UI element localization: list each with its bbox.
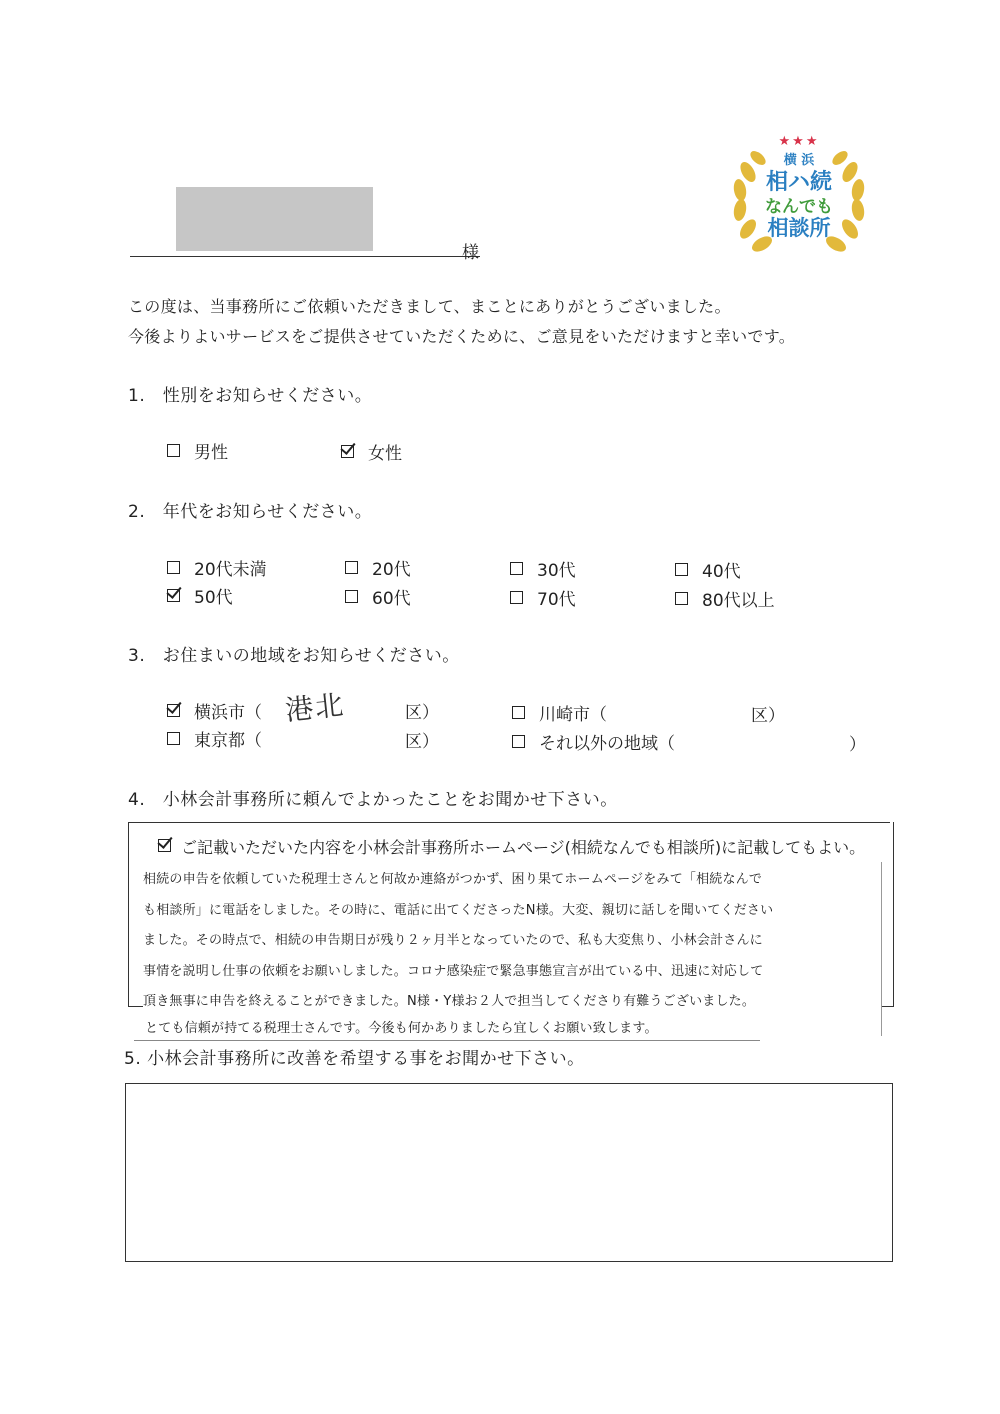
checkbox-tokyo[interactable] [167, 732, 180, 745]
q2-option-20s[interactable]: 20代 [345, 555, 411, 580]
logo-line3: なんでも [765, 197, 833, 217]
q3-tokyo-ku: 区） [405, 732, 439, 752]
q1-option-female[interactable]: 女性 [341, 439, 402, 464]
checkbox-20s[interactable] [345, 561, 358, 574]
checkbox-30s[interactable] [510, 562, 523, 575]
logo-line1: 横 浜 [783, 153, 815, 168]
q3-option-kawasaki[interactable]: 川崎市（ [512, 700, 607, 725]
checkbox-60s[interactable] [345, 590, 358, 603]
q4-title: 4. 小林会計事務所に頼んでよかったことをお聞かせ下さい。 [128, 790, 618, 810]
q5-title: 5. 小林会計事務所に改善を希望する事をお聞かせ下さい。 [124, 1049, 585, 1069]
q2-option-40s[interactable]: 40代 [675, 557, 741, 582]
intro-line-1: この度は、当事務所にご依頼いただきまして、まことにありがとうございました。 [128, 297, 731, 316]
comment-line-2: も相談所」に電話をしました。その時に、電話に出てくださったN様。大変、親切に話しを聞いてください [143, 903, 774, 918]
comment-line-3: ました。その時点で、相続の申告期日が残り２ヶ月半となっていたので、私も大変焦り、小林会計さんに [143, 933, 763, 948]
comment-line-5: 頂き無事に申告を終えることができました。N様・Y様お２人で担当してくださり有難うございました。 [143, 994, 756, 1009]
q5-answer-box[interactable] [125, 1083, 893, 1262]
checkbox-40s[interactable] [675, 563, 688, 576]
checkbox-kawasaki[interactable] [512, 706, 525, 719]
checkbox-50s[interactable] [167, 589, 180, 602]
comment-underline [134, 1040, 760, 1041]
q3-title: 3. お住まいの地域をお知らせください。 [128, 646, 460, 666]
logo-line4: 相談所 [767, 216, 831, 240]
q3-option-yokohama[interactable]: 横浜市（ [167, 698, 262, 723]
checkbox-yokohama[interactable] [167, 704, 180, 717]
comment-line-6: とても信頼が持てる税理士さんです。今後も何かありましたら宜しくお願い致します。 [145, 1021, 658, 1036]
q2-option-under20[interactable]: 20代未満 [167, 555, 267, 580]
q3-option-other[interactable]: それ以外の地域（ [512, 729, 675, 754]
q2-option-30s[interactable]: 30代 [510, 556, 576, 581]
logo-line2: 相ハ続 [765, 170, 832, 195]
intro-line-2: 今後よりよいサービスをご提供させていただくために、ご意見をいただけますと幸いです。 [128, 327, 796, 346]
q2-option-50s[interactable]: 50代 [167, 583, 233, 608]
comment-line-1: 相続の申告を依頼していた税理士さんと何故か連絡がつかず、困り果てホームページをみて「相続なんで [143, 872, 763, 887]
q2-option-60s[interactable]: 60代 [345, 584, 411, 609]
checkbox-70s[interactable] [510, 591, 523, 604]
comment-line-4: 事情を説明し仕事の依頼をお願いしました。コロナ感染症で緊急事態宣言が出ている中、迅速に対応して [143, 964, 764, 979]
logo [726, 132, 872, 262]
handwritten-ward: 港北 [283, 687, 347, 728]
q1-title: 1. 性別をお知らせください。 [128, 386, 373, 406]
q4-consent[interactable]: ご記載いただいた内容を小林会計事務所ホームページ(相続なんでも相談所)に記載してもよい。 [158, 835, 865, 858]
q3-yokohama-ku: 区） [405, 703, 439, 723]
checkbox-female[interactable] [341, 445, 354, 458]
name-underline [130, 256, 480, 257]
honorific: 様 [462, 243, 479, 263]
checkbox-male[interactable] [167, 444, 180, 457]
checkbox-consent[interactable] [158, 839, 171, 852]
q2-title: 2. 年代をお知らせください。 [128, 502, 373, 522]
checkbox-other[interactable] [512, 735, 525, 748]
checkbox-80plus[interactable] [675, 592, 688, 605]
checkbox-under20[interactable] [167, 561, 180, 574]
logo-stars: ★★★ [778, 134, 820, 149]
q3-option-tokyo[interactable]: 東京都（ [167, 726, 262, 751]
q3-kawasaki-ku: 区） [751, 706, 785, 726]
q1-option-male[interactable]: 男性 [167, 438, 228, 463]
q3-other-close: ） [849, 735, 866, 755]
q4-comment [143, 862, 882, 1036]
q2-option-70s[interactable]: 70代 [510, 585, 576, 610]
redacted-name [176, 187, 373, 251]
q2-option-80plus[interactable]: 80代以上 [675, 586, 775, 611]
